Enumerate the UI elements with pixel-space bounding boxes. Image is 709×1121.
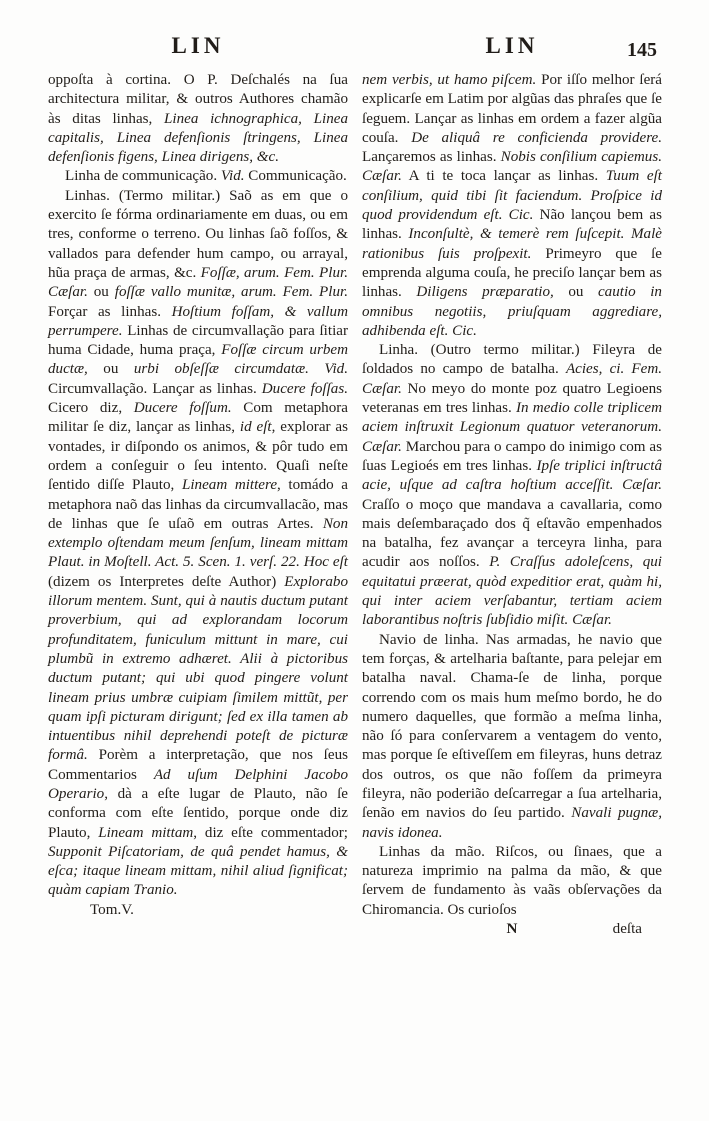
text-segment: Linhas da mão. Riſcos, ou ſinaes, que a natureza imprimio na palma da mão, & que ſervem de fundamento às vaãs obſervações da Chiromancia. Os curioſos bbox=[362, 843, 662, 918]
text-segment: Circumvallação. Lançar as linhas. bbox=[48, 380, 262, 397]
text-segment: Marchou para o campo do inimigo com as ſuas Legioés em tres linhas. bbox=[362, 438, 662, 474]
text-segment: cautio in omnibus negotiis, priuſquam aggrediare, adhibenda eſt. Cic. bbox=[362, 284, 662, 339]
text-segment: Navali pugnæ, navis idonea. bbox=[362, 805, 662, 841]
text-segment: Linea ichnographica, Linea capitalis, Linea defenſionis ſtringens, Linea defenſionis figens, Linea dirigens, &c. bbox=[48, 110, 348, 166]
paragraph bbox=[362, 71, 662, 341]
text-segment: Primeyro que ſe emprenda alguma couſa, he preciſo lançar bem as linhas. bbox=[362, 245, 662, 301]
text-segment: Tuum eſt conſilium, quid tibi ſit faciendum. Proſpice id quod providendum eſt. Cic. bbox=[362, 168, 662, 224]
running-head-right: LIN bbox=[485, 33, 539, 58]
text-segment: Linha. (Outro termo militar.) Fileyra de ſoldados no campo de batalha. bbox=[362, 342, 662, 378]
signature-catchword-line bbox=[362, 920, 662, 939]
text-segment: , diz eſte commentador; bbox=[193, 824, 348, 841]
text-segment: oppoſta à cortina. O P. Deſchalés na ſua architectura militar, & outros Authores chamão às ditas linhas, bbox=[48, 72, 348, 127]
text-segment: Inconſultè, & temerè rem ſuſcepit. Malè rationibus ſuis proſpexit. bbox=[362, 226, 662, 262]
volume-signature: Tom.V. bbox=[90, 901, 134, 918]
text-segment: Lineam mittam bbox=[98, 824, 194, 841]
text-segment: No meyo do monte poz quatro Legioens veteranas em tres linhas. bbox=[362, 380, 662, 417]
text-segment: Explorabo illorum mentem. Sunt, qui à nautis ductum putant proverbium, qui ad explorandam locorum profunditatem, funiculum mittunt in mare, cui plumbũ in extremo adhæret. Alii à pictoribus ductum putant; qui ubi quod pingere volunt lineam prius umbræ cuipiam ſimilem mittũt, per quam ipſi picturam dirigunt; ſed ex illa tamen ab intuentibus nihil deprehendi poteſt de picturæ formâ. bbox=[48, 573, 348, 764]
text-segment: Ducere foſſas. bbox=[261, 380, 348, 397]
running-head-left: LIN bbox=[171, 33, 225, 58]
text-segment: (dizem os Interpretes deſte Author) bbox=[48, 573, 285, 590]
text-segment: Nobis conſilium capiemus. Cæſar. bbox=[362, 149, 662, 185]
text-segment: foſſæ vallo munitæ, arum. Fem. Plur. bbox=[114, 284, 348, 301]
text-segment: ou bbox=[87, 284, 115, 301]
text-segment: Linha de communicação. bbox=[65, 168, 221, 185]
text-segment: Ipſe triplici inſtructâ acie, uſque ad caſtra hoſtium acceſſit. Cæſar. bbox=[362, 457, 662, 494]
text-segment: Por iſſo melhor ſerá explicarſe em Latim por algũas das phraſes que ſe ſeguem. Lançar as linhas em ordem a fazer algũa couſa. bbox=[362, 72, 662, 146]
text-segment: P. Craſſus adoleſcens, qui equitatui præerat, quòd expeditior erat, quàm hi, qui inter aciem verſabantur, tertiam aciem laborantibus noſtris ſubſidio miſit. Cæſar. bbox=[362, 554, 662, 629]
text-segment: Diligens præparatio, bbox=[416, 284, 554, 301]
text-segment: Ad uſum Delphini Jacobo Operario bbox=[48, 766, 348, 802]
left-column bbox=[48, 71, 348, 939]
text-segment: Cicero diz, bbox=[48, 400, 134, 417]
text-segment: Navio de linha. Nas armadas, he navio que tem forças, & artelharia baſtante, para pelejar em batalha naval. Chama-ſe de linha, porque correndo com os mais hum meſmo bordo, he do numero daquelles, que formão a meſma linha, não ſó para conſervarem a ventagem do vento, mas porque ſe eſtiveſſem em fileyras, huns detraz dos outros, os que não foſſem da primeyra fileyra, não poderião deſcarregar a ſua artelharia, ſenão em navios do ſeu partido. bbox=[362, 631, 662, 822]
text-segment: Com metaphora militar ſe diz, lançar as linhas, bbox=[48, 400, 349, 436]
text-segment: Non extemplo oſtendam meum ſenſum, lineam mittam Plaut. in Moſtell. Act. 5. Scen. 1. verſ. 22. Hoc eſt bbox=[48, 515, 348, 571]
text-segment: A ti te toca lançar as linhas. bbox=[401, 168, 606, 185]
text-segment: nem verbis, ut hamo piſcem. bbox=[362, 72, 537, 88]
paragraph bbox=[362, 631, 662, 843]
text-segment: , explorar as vontades, ir diſpondo os animos, & pôr tudo em ordem a conſeguir o ſeu intento. Quaſi neſte ſentido diſſe Plauto, bbox=[48, 419, 348, 494]
catchword: deſta bbox=[612, 921, 642, 938]
paragraph bbox=[362, 843, 662, 920]
text-segment: In medio colle triplicem aciem inſtruxit Legionum quatuor veteranorum. Cæſar. bbox=[362, 400, 662, 455]
text-segment: Vid. bbox=[220, 168, 245, 185]
text-segment: id eſt bbox=[239, 419, 272, 436]
text-segment: Linhas de circumvallação para ſitiar huma Cidade, huma praça, bbox=[48, 322, 348, 359]
paragraph bbox=[48, 71, 348, 167]
text-segment: Linhas. (Termo militar.) Saõ as em que o exercito ſe fórma ordinariamente em duas, ou em tres, conforme o terreno. Ou linhas ſaõ foſſos, & vallados para defender hum campo, ou arrayal, hũa praça de armas, &c. bbox=[48, 187, 348, 281]
text-segment: urbi obſeſſæ circumdatæ. Vid. bbox=[133, 361, 348, 378]
text-segment: Lineam mittere bbox=[181, 477, 278, 494]
page-number: 145 bbox=[627, 39, 657, 61]
right-column bbox=[362, 71, 662, 939]
text-segment: Não lançou bem as linhas. bbox=[362, 207, 662, 243]
text-segment: , tomádo a metaphora naõ das linhas da circumvallacão, mas de linhas que ſe uſaõ em outras Artes. bbox=[48, 477, 349, 532]
paragraph bbox=[48, 187, 348, 901]
paragraph bbox=[48, 167, 348, 186]
text-segment: De aliquâ re conficienda providere. bbox=[411, 129, 663, 146]
text-segment: Foſſæ, arum. Fem. Plur. Cæſar. bbox=[48, 264, 348, 301]
text-segment: ou bbox=[87, 361, 134, 378]
text-segment: Lançaremos as linhas. bbox=[362, 149, 501, 166]
text-segment: Supponit Piſcatoriam, de quâ pendet hamus, & eſca; itaque lineam mittam, nihil aliud ſignificat; quàm capiam Tranio. bbox=[48, 843, 348, 899]
text-columns bbox=[48, 71, 662, 939]
text-segment: Hoſtium foſſam, & vallum perrumpere. bbox=[48, 303, 348, 339]
text-segment: Craſſo o moço que mandava a cavallaria, como mais deſembaraçado dos q̃ eſtavão empenhados na batalha, fez avançar a terceyra linha, para acudir aos noſſos. bbox=[362, 496, 662, 571]
paragraph bbox=[362, 341, 662, 630]
text-segment: , dà a eſte lugar de Plauto, não ſe conforma com eſte ſentido, porque onde diz Plauto, bbox=[48, 785, 348, 841]
text-segment: Communicação. bbox=[244, 168, 347, 185]
text-segment: Forçar as linhas. bbox=[48, 303, 172, 320]
text-segment: Porèm a interpretação, que nos ſeus Commentarios bbox=[48, 747, 348, 783]
text-segment: Acies, ci. Fem. Cæſar. bbox=[362, 361, 662, 397]
text-segment: ou bbox=[553, 284, 598, 301]
gathering-signature: N bbox=[506, 921, 518, 938]
text-segment: Ducere foſſum. bbox=[133, 400, 232, 417]
text-segment: Foſſæ circum urbem ductæ, bbox=[48, 342, 348, 378]
